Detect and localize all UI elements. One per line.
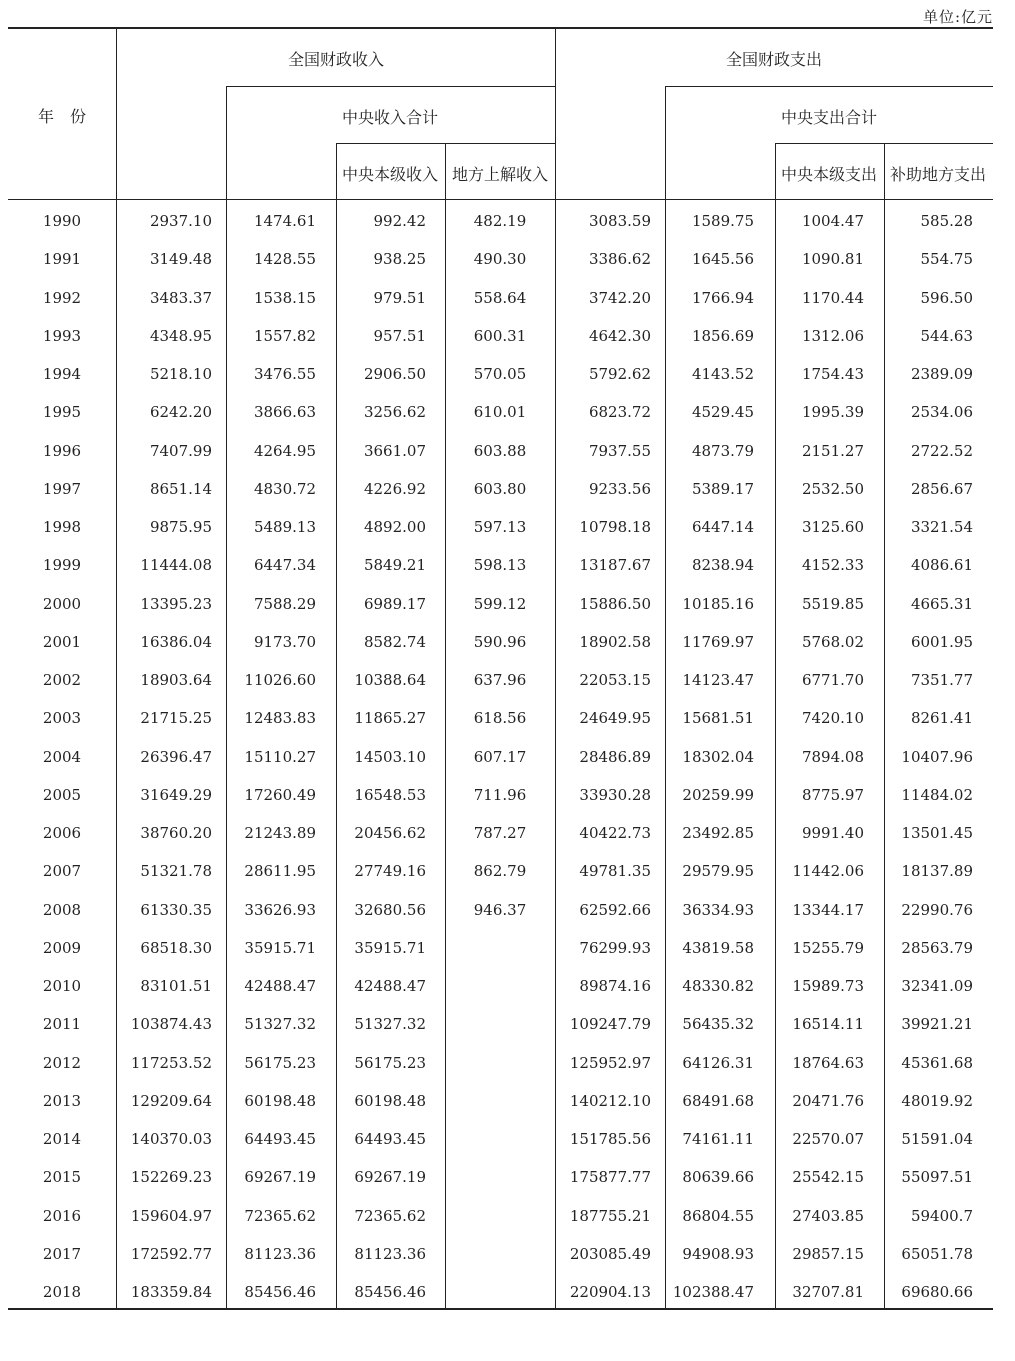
central-own-revenue-cell: 14503.10 — [354, 747, 426, 766]
transfers-to-local-cell: 18137.89 — [901, 862, 973, 881]
central-revenue-total-cell: 33626.93 — [244, 900, 316, 919]
local-remitted-revenue-cell: 862.79 — [473, 862, 527, 881]
national-expenditure-cell: 10798.18 — [579, 518, 651, 536]
national-revenue-cell: 16386.04 — [140, 632, 212, 651]
national-revenue-cell: 9875.95 — [149, 518, 212, 536]
transfers-to-local-cell: 554.75 — [920, 250, 973, 269]
national-expenditure-cell: 3386.62 — [588, 250, 651, 269]
central-own-revenue-cell: 35915.71 — [354, 938, 426, 957]
table-row — [0, 1235, 1015, 1273]
central-expenditure-total-cell: 11769.97 — [682, 632, 754, 651]
central-own-expenditure-cell: 1995.39 — [801, 403, 864, 422]
table-row — [0, 776, 1015, 814]
transfers-to-local-cell: 11484.02 — [901, 785, 973, 804]
central-own-revenue-cell: 3256.62 — [363, 403, 426, 422]
central-own-expenditure-cell: 25542.15 — [792, 1168, 864, 1187]
local-remitted-revenue-cell: 637.96 — [473, 671, 527, 689]
year-cell: 2006 — [42, 824, 82, 842]
national-expenditure-cell: 6823.72 — [588, 403, 651, 422]
central-revenue-total-cell: 17260.49 — [244, 785, 316, 804]
local-remitted-revenue-cell: 711.96 — [473, 785, 527, 804]
central-own-revenue-cell: 51327.32 — [354, 1015, 426, 1034]
central-expenditure-total-cell: 64126.31 — [682, 1053, 754, 1072]
central-own-expenditure-cell: 1754.43 — [801, 365, 864, 383]
table-row — [0, 393, 1015, 431]
unit-label: 单位:亿元 — [922, 8, 993, 26]
table-row — [0, 432, 1015, 470]
central-expenditure-total-cell: 20259.99 — [682, 785, 754, 804]
year-cell: 1994 — [42, 365, 82, 383]
national-revenue-cell: 21715.25 — [140, 709, 212, 728]
local-remitted-revenue-cell: 603.88 — [473, 441, 527, 460]
national-expenditure-cell: 33930.28 — [579, 785, 651, 804]
national-revenue-cell: 117253.52 — [130, 1053, 212, 1072]
table-row — [0, 929, 1015, 967]
central-revenue-total-cell: 72365.62 — [244, 1206, 316, 1225]
national-expenditure-cell: 40422.73 — [579, 824, 651, 842]
transfers-to-local-cell: 6001.95 — [910, 632, 973, 651]
header-local-remitted-revenue: 地方上解收入 — [451, 165, 549, 184]
table-row — [0, 738, 1015, 776]
header-year: 年 份 — [37, 107, 87, 126]
year-cell: 2008 — [42, 900, 82, 919]
transfers-to-local-cell: 2856.67 — [910, 479, 973, 498]
national-revenue-cell: 31649.29 — [140, 785, 212, 804]
national-revenue-cell: 83101.51 — [140, 977, 212, 995]
national-revenue-cell: 159604.97 — [130, 1206, 212, 1225]
local-remitted-revenue-cell: 598.13 — [473, 556, 527, 575]
central-own-expenditure-cell: 15255.79 — [792, 938, 864, 957]
central-revenue-total-cell: 56175.23 — [244, 1053, 316, 1072]
central-revenue-total-cell: 4830.72 — [253, 479, 316, 498]
central-revenue-total-cell: 1428.55 — [253, 250, 316, 269]
central-revenue-total-cell: 42488.47 — [244, 977, 316, 995]
header-bottom-rule — [8, 199, 993, 200]
central-own-revenue-cell: 56175.23 — [354, 1053, 426, 1072]
national-expenditure-cell: 187755.21 — [569, 1206, 651, 1225]
central-own-expenditure-cell: 1090.81 — [801, 250, 864, 269]
table-top-rule — [8, 27, 993, 29]
central-expenditure-total-cell: 102388.47 — [672, 1283, 754, 1301]
year-cell: 2017 — [42, 1244, 82, 1263]
year-cell: 2010 — [42, 977, 82, 995]
year-cell: 2005 — [42, 785, 82, 804]
local-remitted-revenue-cell: 600.31 — [473, 326, 527, 345]
year-cell: 2009 — [42, 938, 82, 957]
national-expenditure-cell: 7937.55 — [588, 441, 651, 460]
national-expenditure-cell: 3083.59 — [588, 212, 651, 230]
transfers-to-local-cell: 32341.09 — [901, 977, 973, 995]
table-row — [0, 1197, 1015, 1235]
table-row — [0, 508, 1015, 546]
year-cell: 1992 — [42, 288, 82, 307]
transfers-to-local-cell: 2722.52 — [910, 441, 973, 460]
year-cell: 2015 — [42, 1168, 82, 1187]
year-cell: 1990 — [42, 212, 82, 230]
central-revenue-total-cell: 81123.36 — [244, 1244, 316, 1263]
central-own-revenue-cell: 957.51 — [373, 326, 426, 345]
year-cell: 1996 — [42, 441, 82, 460]
national-revenue-cell: 3483.37 — [149, 288, 212, 307]
transfers-to-local-cell: 13501.45 — [901, 824, 973, 842]
local-remitted-revenue-cell: 787.27 — [473, 824, 527, 842]
central-revenue-total-cell: 69267.19 — [244, 1168, 316, 1187]
local-remitted-revenue-cell: 618.56 — [473, 709, 527, 728]
central-own-revenue-cell: 42488.47 — [354, 977, 426, 995]
local-remitted-revenue-cell: 590.96 — [473, 632, 527, 651]
central-expenditure-total-cell: 86804.55 — [682, 1206, 754, 1225]
national-revenue-cell: 183359.84 — [130, 1283, 212, 1301]
transfers-to-local-cell: 65051.78 — [901, 1244, 973, 1263]
central-own-revenue-cell: 6989.17 — [363, 594, 426, 613]
central-own-expenditure-cell: 11442.06 — [792, 862, 864, 881]
national-revenue-cell: 6242.20 — [149, 403, 212, 422]
year-cell: 2003 — [42, 709, 82, 728]
header-national-revenue: 全国财政收入 — [287, 50, 385, 69]
national-expenditure-cell: 5792.62 — [588, 365, 651, 383]
year-cell: 1995 — [42, 403, 82, 422]
central-revenue-total-cell: 1557.82 — [253, 326, 316, 345]
central-expenditure-total-cell: 43819.58 — [682, 938, 754, 957]
national-revenue-cell: 2937.10 — [149, 212, 212, 230]
central-own-expenditure-cell: 1312.06 — [801, 326, 864, 345]
header-central-revenue-total: 中央收入合计 — [341, 108, 439, 127]
local-remitted-revenue-cell: 610.01 — [473, 403, 527, 422]
transfers-to-local-cell: 544.63 — [920, 326, 973, 345]
national-revenue-cell: 11444.08 — [140, 556, 212, 575]
central-revenue-total-cell: 35915.71 — [244, 938, 316, 957]
central-own-expenditure-cell: 15989.73 — [792, 977, 864, 995]
central-expenditure-total-cell: 36334.93 — [682, 900, 754, 919]
central-own-expenditure-cell: 8775.97 — [801, 785, 864, 804]
central-revenue-total-cell: 5489.13 — [253, 518, 316, 536]
central-own-revenue-cell: 27749.16 — [354, 862, 426, 881]
header-central-own-expenditure: 中央本级支出 — [780, 165, 878, 184]
central-own-expenditure-cell: 16514.11 — [792, 1015, 864, 1034]
central-own-revenue-cell: 64493.45 — [354, 1130, 426, 1148]
central-expenditure-total-cell: 8238.94 — [691, 556, 754, 575]
central-own-revenue-cell: 11865.27 — [354, 709, 426, 728]
national-expenditure-cell: 62592.66 — [579, 900, 651, 919]
national-revenue-cell: 5218.10 — [149, 365, 212, 383]
central-own-revenue-cell: 81123.36 — [354, 1244, 426, 1263]
central-own-expenditure-cell: 6771.70 — [801, 671, 864, 689]
year-cell: 1993 — [42, 326, 82, 345]
transfers-to-local-cell: 2389.09 — [910, 365, 973, 383]
table-row — [0, 1120, 1015, 1158]
central-own-revenue-cell: 4226.92 — [363, 479, 426, 498]
header-central-own-revenue: 中央本级收入 — [341, 165, 439, 184]
central-expenditure-total-cell: 1589.75 — [691, 212, 754, 230]
transfers-to-local-cell: 3321.54 — [910, 518, 973, 536]
national-revenue-cell: 8651.14 — [149, 479, 212, 498]
central-own-revenue-cell: 10388.64 — [354, 671, 426, 689]
local-remitted-revenue-cell: 570.05 — [473, 365, 527, 383]
central-own-expenditure-cell: 7420.10 — [801, 709, 864, 728]
year-cell: 2001 — [42, 632, 82, 651]
transfers-to-local-cell: 585.28 — [920, 212, 973, 230]
central-own-expenditure-cell: 1170.44 — [801, 288, 864, 307]
central-expenditure-total-cell: 5389.17 — [691, 479, 754, 498]
central-revenue-total-cell: 21243.89 — [244, 824, 316, 842]
central-own-revenue-cell: 20456.62 — [354, 824, 426, 842]
national-revenue-cell: 18903.64 — [140, 671, 212, 689]
national-revenue-cell: 51321.78 — [140, 862, 212, 881]
central-expenditure-total-cell: 4873.79 — [691, 441, 754, 460]
transfers-to-local-cell: 28563.79 — [901, 938, 973, 957]
transfers-to-local-cell: 4086.61 — [910, 556, 973, 575]
central-expenditure-total-cell: 23492.85 — [682, 824, 754, 842]
national-expenditure-cell: 49781.35 — [579, 862, 651, 881]
central-revenue-total-cell: 1474.61 — [253, 212, 316, 230]
national-revenue-cell: 3149.48 — [149, 250, 212, 269]
central-own-revenue-cell: 85456.46 — [354, 1283, 426, 1301]
central-own-expenditure-cell: 18764.63 — [792, 1053, 864, 1072]
table-row — [0, 967, 1015, 1005]
table-row — [0, 1005, 1015, 1043]
central-expenditure-total-cell: 6447.14 — [691, 518, 754, 536]
header-transfers-to-local: 补助地方支出 — [889, 165, 987, 184]
central-expenditure-total-cell: 10185.16 — [682, 594, 754, 613]
national-revenue-cell: 140370.03 — [130, 1130, 212, 1148]
central-expenditure-total-cell: 48330.82 — [682, 977, 754, 995]
year-cell: 1998 — [42, 518, 82, 536]
transfers-to-local-cell: 39921.21 — [901, 1015, 973, 1034]
central-own-revenue-cell: 5849.21 — [363, 556, 426, 575]
central-revenue-total-cell: 28611.95 — [244, 862, 316, 881]
transfers-to-local-cell: 10407.96 — [901, 747, 973, 766]
central-own-revenue-cell: 16548.53 — [354, 785, 426, 804]
national-expenditure-cell: 203085.49 — [569, 1244, 651, 1263]
national-expenditure-cell: 125952.97 — [569, 1053, 651, 1072]
central-own-expenditure-cell: 9991.40 — [801, 824, 864, 842]
local-remitted-revenue-cell: 599.12 — [473, 594, 527, 613]
year-cell: 1997 — [42, 479, 82, 498]
central-own-expenditure-cell: 5768.02 — [801, 632, 864, 651]
transfers-to-local-cell: 69680.66 — [901, 1283, 973, 1301]
header-rule-central-revenue — [226, 86, 555, 87]
national-expenditure-cell: 15886.50 — [579, 594, 651, 613]
central-revenue-total-cell: 9173.70 — [253, 632, 316, 651]
central-revenue-total-cell: 3866.63 — [253, 403, 316, 422]
table-row — [0, 814, 1015, 852]
year-cell: 2018 — [42, 1283, 82, 1301]
table-row — [0, 1082, 1015, 1120]
central-revenue-total-cell: 85456.46 — [244, 1283, 316, 1301]
central-revenue-total-cell: 60198.48 — [244, 1091, 316, 1110]
national-expenditure-cell: 220904.13 — [569, 1283, 651, 1301]
year-cell: 2014 — [42, 1130, 82, 1148]
local-remitted-revenue-cell: 482.19 — [473, 212, 527, 230]
table-row — [0, 355, 1015, 393]
table-row — [0, 470, 1015, 508]
national-expenditure-cell: 76299.93 — [579, 938, 651, 957]
transfers-to-local-cell: 45361.68 — [901, 1053, 973, 1072]
transfers-to-local-cell: 55097.51 — [901, 1168, 973, 1187]
transfers-to-local-cell: 59400.7 — [910, 1206, 973, 1225]
central-expenditure-total-cell: 94908.93 — [682, 1244, 754, 1263]
table-row — [0, 623, 1015, 661]
central-own-expenditure-cell: 2151.27 — [801, 441, 864, 460]
central-revenue-total-cell: 7588.29 — [253, 594, 316, 613]
central-expenditure-total-cell: 15681.51 — [682, 709, 754, 728]
transfers-to-local-cell: 8261.41 — [910, 709, 973, 728]
central-own-expenditure-cell: 13344.17 — [792, 900, 864, 919]
year-cell: 1999 — [42, 556, 82, 575]
year-cell: 1991 — [42, 250, 82, 269]
year-cell: 2004 — [42, 747, 82, 766]
central-expenditure-total-cell: 1766.94 — [691, 288, 754, 307]
central-own-expenditure-cell: 4152.33 — [801, 556, 864, 575]
central-revenue-total-cell: 1538.15 — [253, 288, 316, 307]
year-cell: 2016 — [42, 1206, 82, 1225]
national-expenditure-cell: 3742.20 — [588, 288, 651, 307]
central-own-revenue-cell: 2906.50 — [363, 365, 426, 383]
transfers-to-local-cell: 51591.04 — [901, 1130, 973, 1148]
central-own-revenue-cell: 979.51 — [373, 288, 426, 307]
central-own-expenditure-cell: 29857.15 — [792, 1244, 864, 1263]
central-revenue-total-cell: 6447.34 — [253, 556, 316, 575]
central-revenue-total-cell: 64493.45 — [244, 1130, 316, 1148]
table-row — [0, 317, 1015, 355]
central-expenditure-total-cell: 18302.04 — [682, 747, 754, 766]
national-expenditure-cell: 28486.89 — [579, 747, 651, 766]
transfers-to-local-cell: 2534.06 — [910, 403, 973, 422]
national-expenditure-cell: 89874.16 — [579, 977, 651, 995]
table-row — [0, 1044, 1015, 1082]
central-expenditure-total-cell: 4529.45 — [691, 403, 754, 422]
central-own-expenditure-cell: 27403.85 — [792, 1206, 864, 1225]
national-expenditure-cell: 109247.79 — [569, 1015, 651, 1034]
national-revenue-cell: 7407.99 — [149, 441, 212, 460]
national-revenue-cell: 26396.47 — [140, 747, 212, 766]
national-expenditure-cell: 13187.67 — [579, 556, 651, 575]
central-own-revenue-cell: 8582.74 — [363, 632, 426, 651]
year-cell: 2011 — [42, 1015, 82, 1034]
central-revenue-total-cell: 3476.55 — [253, 365, 316, 383]
central-expenditure-total-cell: 80639.66 — [682, 1168, 754, 1187]
national-revenue-cell: 38760.20 — [140, 824, 212, 842]
national-revenue-cell: 4348.95 — [149, 326, 212, 345]
table-row — [0, 699, 1015, 737]
central-revenue-total-cell: 15110.27 — [244, 747, 316, 766]
local-remitted-revenue-cell: 597.13 — [473, 518, 527, 536]
central-own-revenue-cell: 938.25 — [373, 250, 426, 269]
central-expenditure-total-cell: 56435.32 — [682, 1015, 754, 1034]
transfers-to-local-cell: 22990.76 — [901, 900, 973, 919]
central-revenue-total-cell: 4264.95 — [253, 441, 316, 460]
table-row — [0, 1158, 1015, 1196]
central-own-expenditure-cell: 3125.60 — [801, 518, 864, 536]
central-own-expenditure-cell: 22570.07 — [792, 1130, 864, 1148]
national-expenditure-cell: 151785.56 — [569, 1130, 651, 1148]
national-expenditure-cell: 18902.58 — [579, 632, 651, 651]
table-row — [0, 279, 1015, 317]
national-expenditure-cell: 140212.10 — [569, 1091, 651, 1110]
central-expenditure-total-cell: 1645.56 — [691, 250, 754, 269]
central-own-expenditure-cell: 1004.47 — [801, 212, 864, 230]
central-own-expenditure-cell: 20471.76 — [792, 1091, 864, 1110]
national-revenue-cell: 103874.43 — [130, 1015, 212, 1034]
header-rule-central-expenditure — [665, 86, 993, 87]
local-remitted-revenue-cell: 946.37 — [473, 900, 527, 919]
transfers-to-local-cell: 596.50 — [920, 288, 973, 307]
year-cell: 2002 — [42, 671, 82, 689]
table-row — [0, 240, 1015, 278]
local-remitted-revenue-cell: 490.30 — [473, 250, 527, 269]
table-row — [0, 1273, 1015, 1311]
transfers-to-local-cell: 7351.77 — [910, 671, 973, 689]
local-remitted-revenue-cell: 607.17 — [473, 747, 527, 766]
year-cell: 2007 — [42, 862, 82, 881]
national-expenditure-cell: 175877.77 — [569, 1168, 651, 1187]
table-row — [0, 891, 1015, 929]
national-revenue-cell: 172592.77 — [130, 1244, 212, 1263]
central-expenditure-total-cell: 14123.47 — [682, 671, 754, 689]
national-expenditure-cell: 24649.95 — [579, 709, 651, 728]
central-own-revenue-cell: 992.42 — [373, 212, 426, 230]
header-central-expenditure-total: 中央支出合计 — [780, 108, 878, 127]
national-expenditure-cell: 4642.30 — [588, 326, 651, 345]
central-own-revenue-cell: 32680.56 — [354, 900, 426, 919]
central-expenditure-total-cell: 74161.11 — [682, 1130, 754, 1148]
table-row — [0, 585, 1015, 623]
central-expenditure-total-cell: 29579.95 — [682, 862, 754, 881]
central-expenditure-total-cell: 1856.69 — [691, 326, 754, 345]
national-revenue-cell: 61330.35 — [140, 900, 212, 919]
national-revenue-cell: 68518.30 — [140, 938, 212, 957]
central-expenditure-total-cell: 68491.68 — [682, 1091, 754, 1110]
year-cell: 2012 — [42, 1053, 82, 1072]
transfers-to-local-cell: 4665.31 — [910, 594, 973, 613]
national-revenue-cell: 13395.23 — [140, 594, 212, 613]
table-row — [0, 202, 1015, 240]
central-own-revenue-cell: 60198.48 — [354, 1091, 426, 1110]
table-row — [0, 546, 1015, 584]
header-national-expenditure: 全国财政支出 — [725, 50, 823, 69]
central-own-revenue-cell: 3661.07 — [363, 441, 426, 460]
national-revenue-cell: 152269.23 — [130, 1168, 212, 1187]
table-row — [0, 661, 1015, 699]
transfers-to-local-cell: 48019.92 — [901, 1091, 973, 1110]
year-cell: 2013 — [42, 1091, 82, 1110]
national-expenditure-cell: 22053.15 — [579, 671, 651, 689]
central-own-revenue-cell: 4892.00 — [363, 518, 426, 536]
central-own-expenditure-cell: 2532.50 — [801, 479, 864, 498]
local-remitted-revenue-cell: 558.64 — [473, 288, 527, 307]
year-cell: 2000 — [42, 594, 82, 613]
table-row — [0, 852, 1015, 890]
central-expenditure-total-cell: 4143.52 — [691, 365, 754, 383]
central-revenue-total-cell: 51327.32 — [244, 1015, 316, 1034]
national-expenditure-cell: 9233.56 — [588, 479, 651, 498]
central-own-expenditure-cell: 5519.85 — [801, 594, 864, 613]
central-revenue-total-cell: 11026.60 — [244, 671, 316, 689]
central-own-revenue-cell: 69267.19 — [354, 1168, 426, 1187]
central-revenue-total-cell: 12483.83 — [244, 709, 316, 728]
central-own-expenditure-cell: 32707.81 — [792, 1283, 864, 1301]
central-own-revenue-cell: 72365.62 — [354, 1206, 426, 1225]
local-remitted-revenue-cell: 603.80 — [473, 479, 527, 498]
central-own-expenditure-cell: 7894.08 — [801, 747, 864, 766]
national-revenue-cell: 129209.64 — [130, 1091, 212, 1110]
